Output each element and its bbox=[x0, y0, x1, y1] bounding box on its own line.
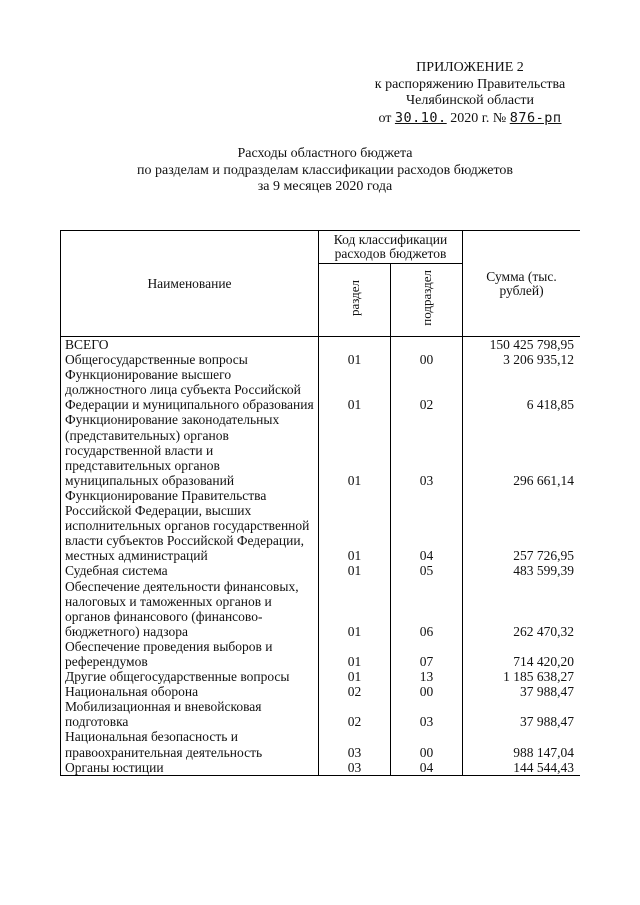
header-sum: Сумма (тыс. рублей) bbox=[463, 231, 580, 337]
year-number-label: 2020 г. № bbox=[450, 110, 507, 126]
row-sum: 37 988,47 bbox=[463, 699, 580, 729]
row-podrazdel: 00 bbox=[391, 729, 463, 759]
row-name: Функционирование законодательных (представительных) органов государственной власти и представительных органов муниципальных образований bbox=[61, 412, 319, 487]
row-name: Национальная оборона bbox=[61, 684, 319, 699]
row-razdel: 02 bbox=[319, 699, 391, 729]
row-name: Судебная система bbox=[61, 563, 319, 578]
row-podrazdel: 04 bbox=[391, 760, 463, 776]
row-sum: 714 420,20 bbox=[463, 639, 580, 669]
appendix-block bbox=[340, 60, 600, 127]
budget-table-container bbox=[60, 230, 580, 830]
table-row bbox=[61, 563, 581, 578]
row-name: Другие общегосударственные вопросы bbox=[61, 669, 319, 684]
appendix-title: ПРИЛОЖЕНИЕ 2 bbox=[416, 60, 524, 75]
appendix-line-1: к распоряжению Правительства bbox=[374, 76, 566, 92]
header-code-group: Код классификации расходов бюджетов bbox=[319, 231, 463, 264]
row-sum: 37 988,47 bbox=[463, 684, 580, 699]
row-name: Мобилизационная и вневойсковая подготовка bbox=[61, 699, 319, 729]
row-razdel: 01 bbox=[319, 669, 391, 684]
table-row bbox=[61, 729, 581, 759]
row-name: Обеспечение деятельности финансовых, налоговых и таможенных органов и органов финансового (финансово-бюджетного) надзора bbox=[61, 579, 319, 639]
row-razdel: 03 bbox=[319, 729, 391, 759]
row-podrazdel: 03 bbox=[391, 699, 463, 729]
document-title bbox=[60, 146, 590, 196]
table-row bbox=[61, 412, 581, 487]
row-razdel bbox=[319, 337, 391, 353]
row-name: Общегосударственные вопросы bbox=[61, 352, 319, 367]
row-sum: 988 147,04 bbox=[463, 729, 580, 759]
row-podrazdel: 05 bbox=[391, 563, 463, 578]
row-name: Функционирование высшего должностного лица субъекта Российской Федерации и муниципального образования bbox=[61, 367, 319, 412]
row-name: Национальная безопасность и правоохранительная деятельность bbox=[61, 729, 319, 759]
header-podrazdel-cell bbox=[391, 264, 463, 337]
budget-table bbox=[60, 230, 580, 776]
row-podrazdel: 04 bbox=[391, 488, 463, 563]
row-podrazdel: 02 bbox=[391, 367, 463, 412]
header-razdel: раздел bbox=[346, 279, 362, 317]
table-body bbox=[61, 337, 581, 776]
row-razdel: 01 bbox=[319, 367, 391, 412]
row-name: Органы юстиции bbox=[61, 760, 319, 776]
row-razdel: 03 bbox=[319, 760, 391, 776]
header-podrazdel: подраздел bbox=[418, 270, 434, 326]
table-row bbox=[61, 579, 581, 639]
table-row bbox=[61, 352, 581, 367]
date-prefix: от bbox=[378, 110, 392, 126]
table-row bbox=[61, 367, 581, 412]
row-sum: 262 470,32 bbox=[463, 579, 580, 639]
table-row bbox=[61, 699, 581, 729]
row-podrazdel bbox=[391, 337, 463, 353]
row-podrazdel: 00 bbox=[391, 684, 463, 699]
row-sum: 144 544,43 bbox=[463, 760, 580, 776]
row-razdel: 01 bbox=[319, 352, 391, 367]
table-row bbox=[61, 669, 581, 684]
row-sum: 483 599,39 bbox=[463, 563, 580, 578]
table-row bbox=[61, 488, 581, 563]
appendix-date-line bbox=[340, 110, 600, 128]
header-razdel-cell bbox=[319, 264, 391, 337]
table-row bbox=[61, 639, 581, 669]
title-line-3: за 9 месяцев 2020 года bbox=[257, 179, 393, 194]
row-sum: 3 206 935,12 bbox=[463, 352, 580, 367]
table-row bbox=[61, 684, 581, 699]
table-row bbox=[61, 760, 581, 776]
row-podrazdel: 06 bbox=[391, 579, 463, 639]
row-razdel: 01 bbox=[319, 412, 391, 487]
row-name: Обеспечение проведения выборов и референдумов bbox=[61, 639, 319, 669]
header-name: Наименование bbox=[61, 231, 319, 337]
row-name: Функционирование Правительства Российской Федерации, высших исполнительных органов государственной власти субъектов Российской Федерации, местных администраций bbox=[61, 488, 319, 563]
row-name: ВСЕГО bbox=[61, 337, 319, 353]
row-podrazdel: 07 bbox=[391, 639, 463, 669]
row-sum: 150 425 798,95 bbox=[463, 337, 580, 353]
table-row bbox=[61, 337, 581, 353]
row-sum: 257 726,95 bbox=[463, 488, 580, 563]
row-sum: 1 185 638,27 bbox=[463, 669, 580, 684]
title-line-2: по разделам и подразделам классификации расходов бюджетов bbox=[136, 162, 514, 178]
row-razdel: 01 bbox=[319, 639, 391, 669]
row-razdel: 01 bbox=[319, 488, 391, 563]
row-razdel: 01 bbox=[319, 563, 391, 578]
row-razdel: 02 bbox=[319, 684, 391, 699]
handwritten-number: 876-рп bbox=[509, 109, 562, 126]
appendix-line-2: Челябинской области bbox=[406, 93, 534, 108]
row-podrazdel: 00 bbox=[391, 352, 463, 367]
row-razdel: 01 bbox=[319, 579, 391, 639]
handwritten-date: 30.10. bbox=[394, 109, 447, 126]
row-podrazdel: 03 bbox=[391, 412, 463, 487]
title-line-1: Расходы областного бюджета bbox=[237, 146, 413, 161]
row-podrazdel: 13 bbox=[391, 669, 463, 684]
row-sum: 296 661,14 bbox=[463, 412, 580, 487]
row-sum: 6 418,85 bbox=[463, 367, 580, 412]
